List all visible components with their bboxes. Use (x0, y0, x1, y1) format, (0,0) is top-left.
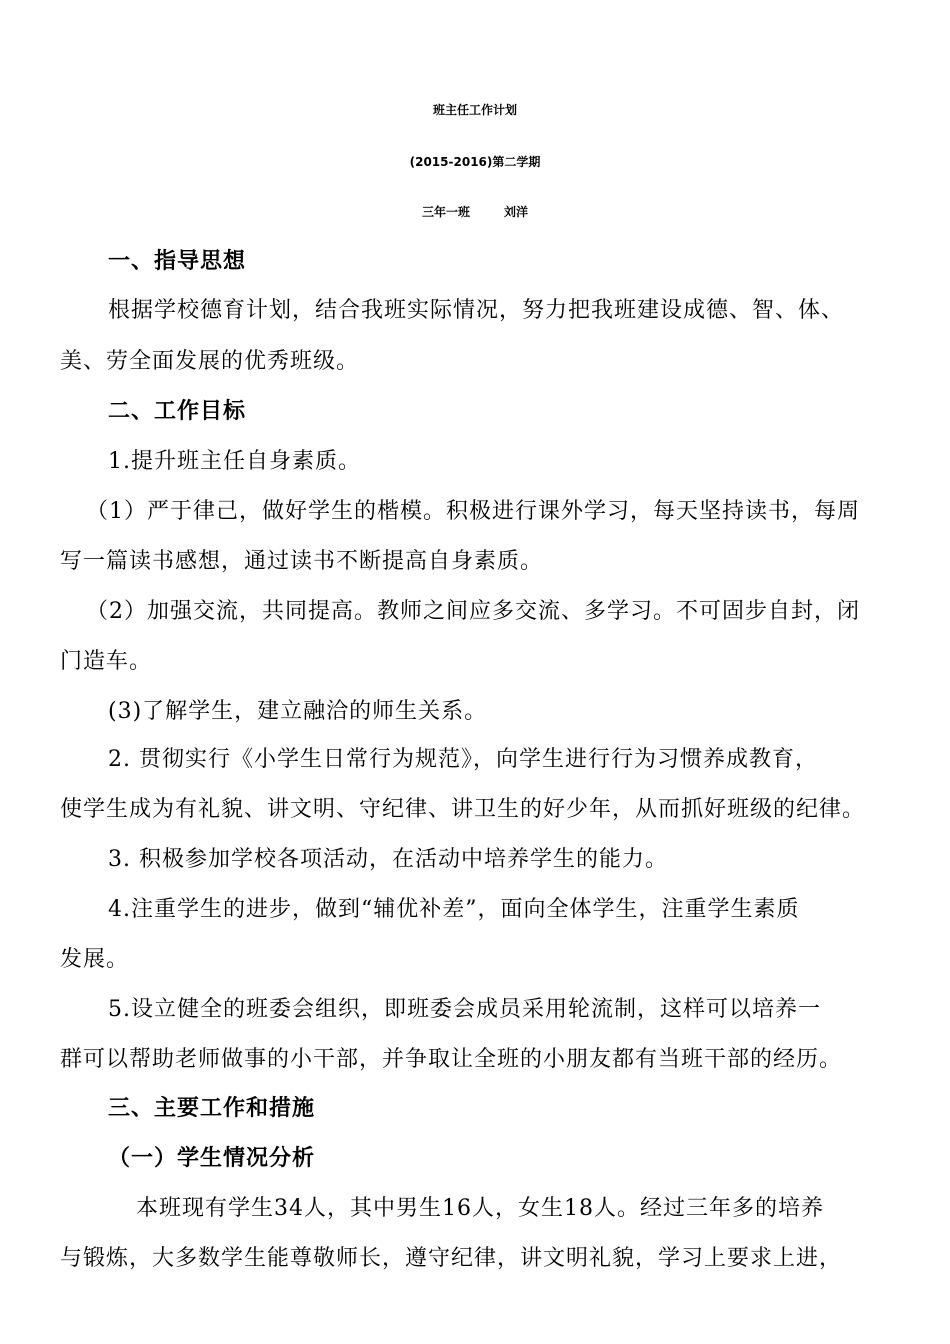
document-subtitle: (2015-2016)第二学期 (409, 155, 541, 169)
list-item: （2）加强交流，共同提高。教师之间应多交流、多学习。不可固步自封，闭 (86, 599, 860, 624)
class-and-teacher (0, 197, 950, 227)
paragraph-line: 美、劳全面发展的优秀班级。 (60, 349, 360, 374)
paragraph-line: 与锻炼，大多数学生能尊敬师长，遵守纪律，讲文明礼貌，学习上要求上进， (60, 1246, 843, 1271)
paragraph-line: 写一篇读书感想，通过读书不断提高自身素质。 (60, 549, 544, 574)
paragraph-line: 群可以帮助老师做事的小干部，并争取让全班的小朋友都有当班干部的经历。 (60, 1047, 843, 1072)
class-name: 三年一班 (421, 205, 470, 219)
section-heading-work-goals: 二、工作目标 (108, 399, 247, 424)
paragraph-line: 本班现有学生34人，其中男生16人，女生18人。经过三年多的培养 (136, 1196, 824, 1221)
subsection-heading-student-analysis: （一）学生情况分析 (108, 1146, 316, 1171)
section-heading-main-work: 三、主要工作和措施 (108, 1096, 316, 1121)
paragraph-line: 门造车。 (60, 649, 153, 674)
paragraph-line: 根据学校德育计划，结合我班实际情况，努力把我班建设成德、智、体、 (108, 298, 845, 323)
list-item: 2. 贯彻实行《小学生日常行为规范》，向学生进行行为习惯养成教育， (108, 747, 818, 772)
paragraph-line: 使学生成为有礼貌、讲文明、守纪律、讲卫生的好少年，从而抓好班级的纪律。 (60, 797, 866, 822)
list-item: 5.设立健全的班委会组织，即班委会成员采用轮流制，这样可以培养一 (108, 997, 821, 1022)
list-item: 1.提升班主任自身素质。 (108, 449, 361, 474)
list-item: 4.注重学生的进步，做到“辅优补差”，面向全体学生，注重学生素质 (108, 897, 800, 922)
section-heading-guiding-ideology: 一、指导思想 (108, 249, 247, 274)
list-item: (3)了解学生，建立融洽的师生关系。 (108, 699, 488, 724)
list-item: （1）严于律己，做好学生的楷模。积极进行课外学习，每天坚持读书，每周 (86, 499, 860, 524)
document-title: 班主任工作计划 (432, 103, 517, 117)
paragraph-line: 发展。 (60, 947, 130, 972)
teacher-name: 刘洋 (504, 205, 529, 219)
list-item: 3. 积极参加学校各项活动，在活动中培养学生的能力。 (108, 847, 668, 872)
